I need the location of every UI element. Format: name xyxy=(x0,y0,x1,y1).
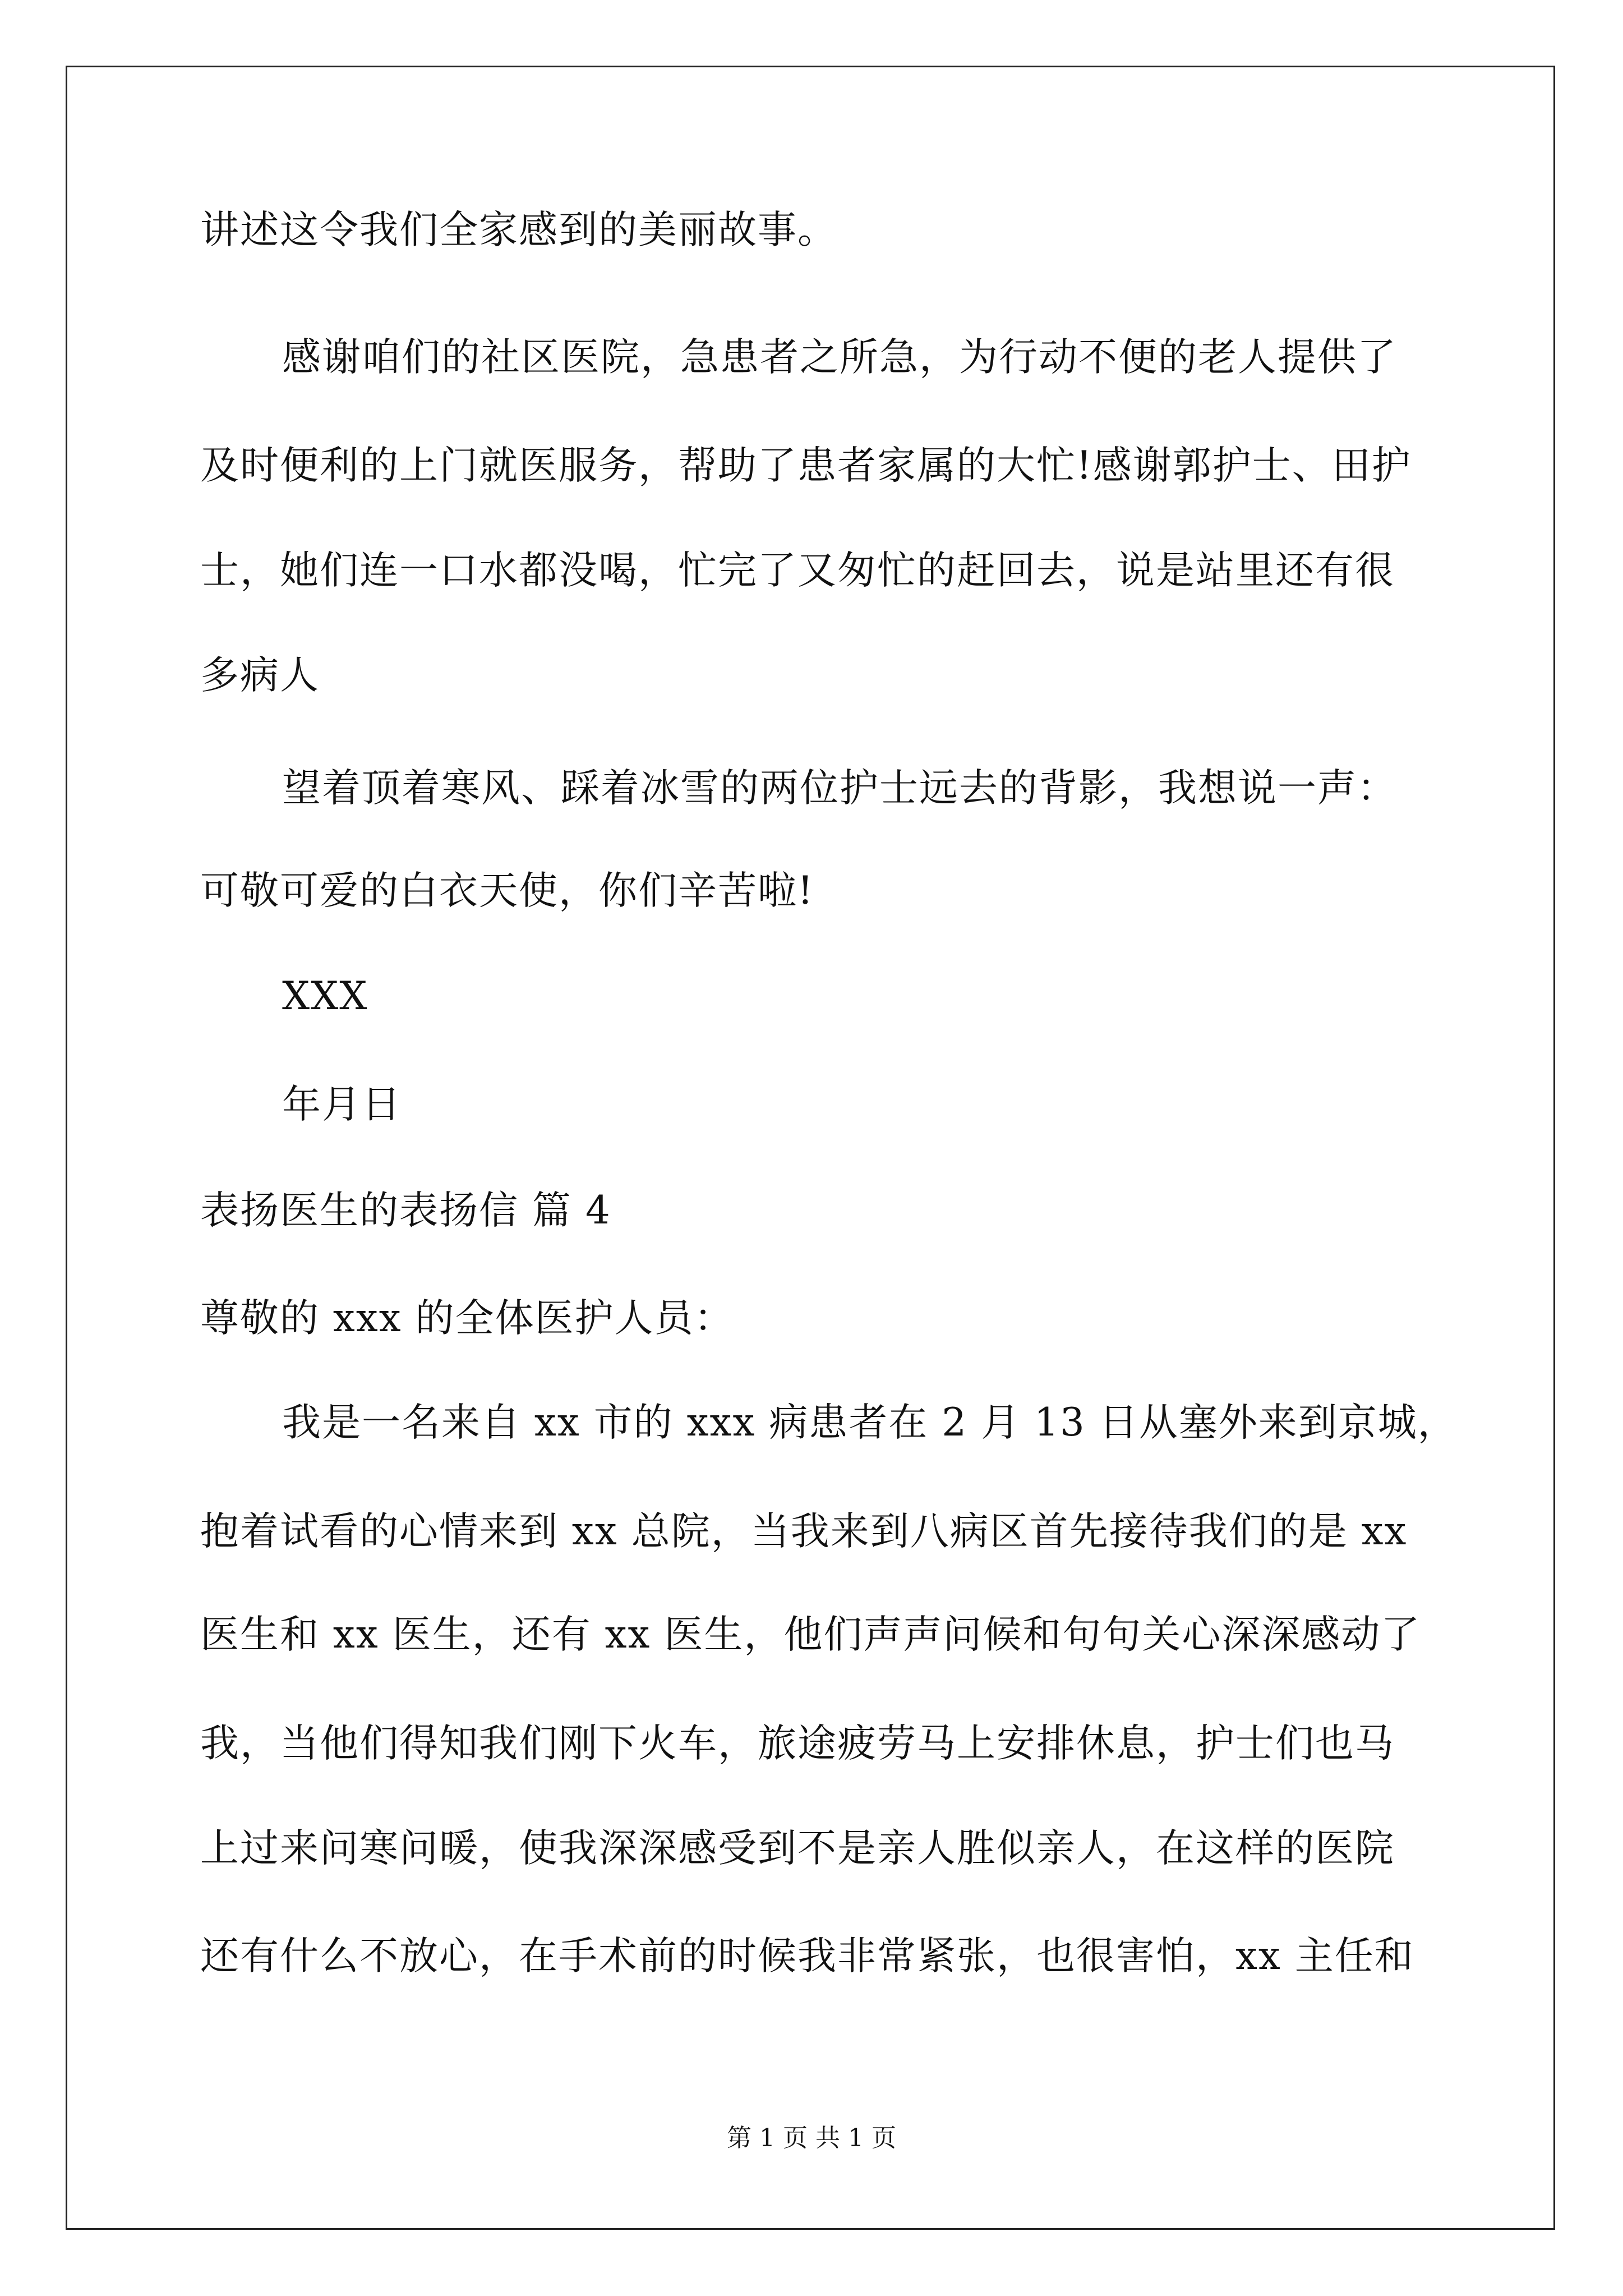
body-line: 还有什么不放心，在手术前的时候我非常紧张，也很害怕，xx 主任和 xyxy=(200,1934,1414,1978)
salutation: 尊敬的 xxx 的全体医护人员： xyxy=(200,1296,734,1341)
body-line: 我是一名来自 xx 市的 xxx 病患者在 2 月 13 日从塞外来到京城， xyxy=(282,1400,1458,1445)
body-line: 抱着试看的心情来到 xx 总院，当我来到八病区首先接待我们的是 xx xyxy=(200,1509,1408,1554)
body-line: 讲述这令我们全家感到的美丽故事。 xyxy=(200,208,837,252)
section-heading: 表扬医生的表扬信 篇 4 xyxy=(200,1188,611,1233)
signature-name: XXX xyxy=(282,974,368,1019)
body-line: 及时便利的上门就医服务，帮助了患者家属的大忙!感谢郭护士、田护 xyxy=(200,443,1412,488)
page-border xyxy=(66,66,1555,2230)
body-line: 我，当他们得知我们刚下火车，旅途疲劳马上安排休息，护士们也马 xyxy=(200,1721,1395,1766)
body-line: 望着顶着寒风、踩着冰雪的两位护士远去的背影，我想说一声： xyxy=(282,766,1397,811)
body-line: 可敬可爱的白衣天使，你们辛苦啦! xyxy=(200,868,814,913)
page-footer: 第 1 页 共 1 页 xyxy=(727,2124,896,2152)
signature-date: 年月日 xyxy=(282,1082,402,1127)
body-line: 士，她们连一口水都没喝，忙完了又匆忙的赶回去，说是站里还有很 xyxy=(200,548,1395,593)
body-line: 感谢咱们的社区医院，急患者之所急，为行动不便的老人提供了 xyxy=(282,335,1397,380)
body-line: 医生和 xx 医生，还有 xx 医生，他们声声问候和句句关心深深感动了 xyxy=(200,1612,1421,1657)
body-line: 多病人 xyxy=(200,653,320,698)
body-line: 上过来问寒问暖，使我深深感受到不是亲人胜似亲人，在这样的医院 xyxy=(200,1826,1395,1871)
